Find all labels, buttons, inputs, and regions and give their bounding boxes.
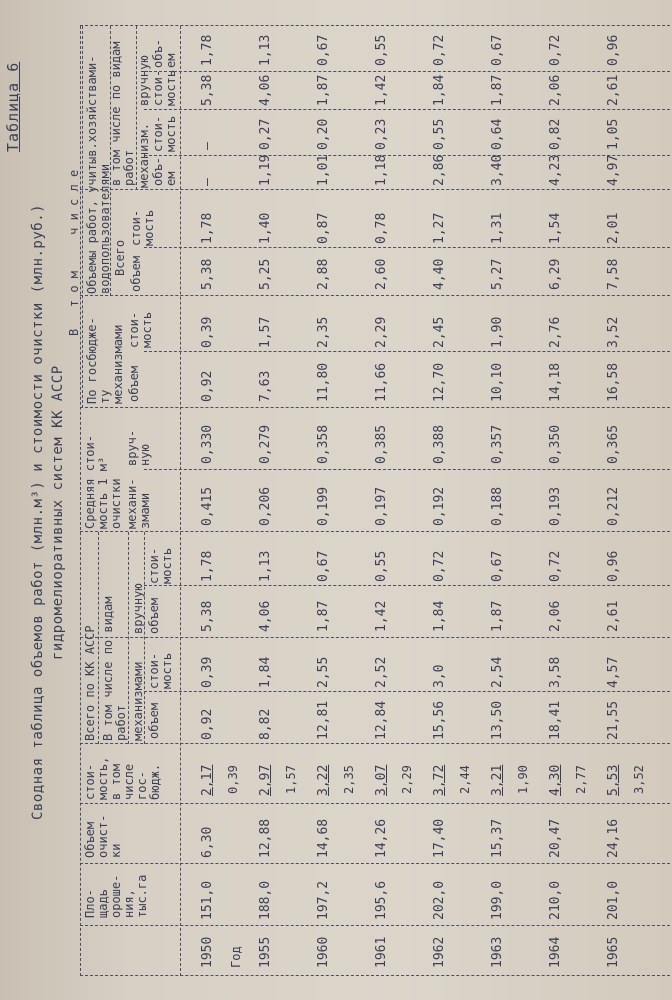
cell-wmv: 3,40 <box>490 154 505 186</box>
cell-tc: 1,27 <box>432 212 447 244</box>
cell-mc: 4,57 <box>606 656 621 688</box>
cell-wmv: 4,97 <box>606 154 621 186</box>
cell-wmc: 0,55 <box>432 118 447 150</box>
subcolumn-divider <box>144 469 670 470</box>
cell-wmc: 0,82 <box>548 118 563 150</box>
cell-hc: 1,78 <box>200 550 215 582</box>
header-total-kk: Всего по КК АССР <box>83 625 97 741</box>
header-mech-cost: стои- мость <box>147 652 174 689</box>
cell-ah: 0,330 <box>200 424 215 464</box>
cell-area: 195,6 <box>374 880 389 920</box>
cell-hv: 1,42 <box>374 600 389 632</box>
cell-year: 1955 <box>258 936 273 968</box>
cell-budget: 2,29 <box>400 765 414 794</box>
cell-tc: 2,01 <box>606 212 621 244</box>
cell-year: 1960 <box>316 936 331 968</box>
cell-hv: 2,06 <box>548 600 563 632</box>
cell-tc: 1,40 <box>258 212 273 244</box>
cell-year: 1961 <box>374 936 389 968</box>
header-cost: стои- мость, в том числе гос- бюдж. <box>83 756 162 800</box>
cell-whc: 1,13 <box>258 34 273 66</box>
cell-whc: 0,72 <box>432 34 447 66</box>
subcolumn-divider <box>144 691 670 692</box>
column-divider <box>80 531 670 532</box>
column-divider <box>80 743 670 744</box>
cell-year: 1962 <box>432 936 447 968</box>
cell-ah: 0,358 <box>316 424 331 464</box>
cell-volume: 17,40 <box>432 818 447 858</box>
cell-tv: 5,27 <box>490 258 505 290</box>
cell-wmv: 1,19 <box>258 154 273 186</box>
column-divider <box>80 803 670 804</box>
cell-whv: 2,61 <box>606 74 621 106</box>
cell-budget: 3,52 <box>632 765 646 794</box>
cell-tc: 1,31 <box>490 212 505 244</box>
cell-area: 151,0 <box>200 880 215 920</box>
cell-ah: 0,350 <box>548 424 563 464</box>
cell-budget: 2,44 <box>458 765 472 794</box>
cell-hv: 2,61 <box>606 600 621 632</box>
cell-ah: 0,388 <box>432 424 447 464</box>
cell-wmv: – <box>200 178 215 186</box>
cell-sv: 11,66 <box>374 362 389 402</box>
header-wu-total-volume: объем <box>129 255 143 292</box>
cell-hc: 0,67 <box>490 550 505 582</box>
cell-cost: 2,17 <box>200 764 215 796</box>
cell-sc: 0,39 <box>200 316 215 348</box>
cell-volume: 6,30 <box>200 826 215 858</box>
cell-budget: 2,77 <box>574 765 588 794</box>
cell-ah: 0,357 <box>490 424 505 464</box>
cell-mc: 2,55 <box>316 656 331 688</box>
cell-mv: 15,56 <box>432 700 447 740</box>
cell-cost: 3,21 <box>490 764 505 796</box>
cell-tc: 0,78 <box>374 212 389 244</box>
cell-area: 201,0 <box>606 880 621 920</box>
cell-mv: 18,41 <box>548 700 563 740</box>
cell-hc: 0,55 <box>374 550 389 582</box>
cell-sc: 1,57 <box>258 316 273 348</box>
header-manual-volume: объем <box>147 597 161 634</box>
cell-hv: 1,84 <box>432 600 447 632</box>
cell-cost: 5,53 <box>606 764 621 796</box>
cell-sc: 3,52 <box>606 316 621 348</box>
cell-whc: 0,55 <box>374 34 389 66</box>
cell-wmc: 0,23 <box>374 118 389 150</box>
subcolumn-divider <box>144 71 670 72</box>
header-state-mech: механизмами <box>111 324 125 404</box>
header-year: Год <box>229 946 243 968</box>
cell-mc: 3,0 <box>432 664 447 688</box>
cell-wmc: 0,20 <box>316 118 331 150</box>
cell-cost: 3,07 <box>374 764 389 796</box>
summary-table <box>67 26 670 976</box>
header-wu-total-cost: стои- мость <box>129 209 156 246</box>
cell-wmc: 1,05 <box>606 118 621 150</box>
cell-hc: 0,72 <box>432 550 447 582</box>
cell-hv: 5,38 <box>200 600 215 632</box>
cell-am: 0,415 <box>200 486 215 526</box>
cell-tc: 0,87 <box>316 212 331 244</box>
cell-tv: 2,60 <box>374 258 389 290</box>
header-divider <box>136 26 137 190</box>
column-divider <box>80 295 670 296</box>
cell-mc: 3,58 <box>548 656 563 688</box>
cell-mc: 2,54 <box>490 656 505 688</box>
cell-mc: 0,39 <box>200 656 215 688</box>
cell-sc: 2,35 <box>316 316 331 348</box>
cell-volume: 14,68 <box>316 818 331 858</box>
subcolumn-divider <box>144 247 670 248</box>
cell-mv: 0,92 <box>200 708 215 740</box>
cell-wmv: 1,18 <box>374 154 389 186</box>
cell-whv: 4,06 <box>258 74 273 106</box>
cell-sc: 2,76 <box>548 316 563 348</box>
cell-am: 0,188 <box>490 486 505 526</box>
cell-tv: 5,25 <box>258 258 273 290</box>
cell-am: 0,199 <box>316 486 331 526</box>
column-divider <box>80 637 670 638</box>
header-state-volume: объем <box>127 365 141 402</box>
header-wu-mech-volume: объ- ем <box>151 157 178 186</box>
cell-year: 1963 <box>490 936 505 968</box>
cell-year: 1950 <box>200 936 215 968</box>
cell-whv: 2,06 <box>548 74 563 106</box>
cell-tc: 1,54 <box>548 212 563 244</box>
cell-area: 197,2 <box>316 880 331 920</box>
cell-volume: 14,26 <box>374 818 389 858</box>
cell-sv: 12,70 <box>432 362 447 402</box>
cell-budget: 2,35 <box>342 765 356 794</box>
cell-hc: 0,72 <box>548 550 563 582</box>
cell-whc: 0,96 <box>606 34 621 66</box>
cell-wmc: 0,64 <box>490 118 505 150</box>
header-wu-by-kind: в том числе по видам работ <box>109 41 136 186</box>
cell-sv: 7,63 <box>258 370 273 402</box>
header-avg-mech: механи- змами <box>125 478 152 529</box>
column-divider <box>80 975 670 976</box>
cell-hv: 1,87 <box>316 600 331 632</box>
cell-area: 202,0 <box>432 880 447 920</box>
cell-sv: 10,10 <box>490 362 505 402</box>
cell-volume: 24,16 <box>606 818 621 858</box>
cell-year: 1964 <box>548 936 563 968</box>
cell-mc: 2,52 <box>374 656 389 688</box>
cell-mv: 13,50 <box>490 700 505 740</box>
header-manual-cost: стои- мость <box>147 547 174 584</box>
cell-wmv: 2,86 <box>432 154 447 186</box>
cell-area: 199,0 <box>490 880 505 920</box>
cell-year: 1965 <box>606 936 621 968</box>
cell-cost: 4,30 <box>548 764 563 796</box>
header-divider <box>98 532 99 744</box>
header-mech: механизмами <box>131 661 145 741</box>
cell-volume: 15,37 <box>490 818 505 858</box>
cell-ah: 0,385 <box>374 424 389 464</box>
header-avg-cost: Средняя стои- мость 1 м³ очистки <box>83 435 123 529</box>
header-divider <box>144 532 145 744</box>
column-divider <box>80 407 670 408</box>
header-in-that: В т о м ч и с л е <box>67 169 81 336</box>
cell-wmv: 4,23 <box>548 154 563 186</box>
cell-area: 188,0 <box>258 880 273 920</box>
cell-mv: 8,82 <box>258 708 273 740</box>
cell-whc: 0,67 <box>316 34 331 66</box>
cell-budget: 1,90 <box>516 765 530 794</box>
header-water-users: Объемы работ, учитыв.хозяйствами- водопользователями <box>85 55 112 294</box>
cell-whc: 0,72 <box>548 34 563 66</box>
cell-budget: 1,57 <box>284 765 298 794</box>
cell-mv: 21,55 <box>606 700 621 740</box>
header-wu-total: Всего <box>113 239 127 276</box>
cell-hv: 1,87 <box>490 600 505 632</box>
cell-sv: 0,92 <box>200 370 215 402</box>
cell-cost: 3,22 <box>316 764 331 796</box>
cell-mv: 12,84 <box>374 700 389 740</box>
header-area: Пло- щадь ороше- ния, тыс.га <box>83 874 149 918</box>
cell-wmv: 1,01 <box>316 154 331 186</box>
cell-am: 0,193 <box>548 486 563 526</box>
subcolumn-divider <box>144 109 670 110</box>
subcolumn-divider <box>144 585 670 586</box>
column-divider <box>80 925 670 926</box>
cell-hc: 0,96 <box>606 550 621 582</box>
header-mech-volume: объем <box>147 702 161 739</box>
cell-sc: 2,29 <box>374 316 389 348</box>
cell-volume: 20,47 <box>548 818 563 858</box>
header-wu-manual: вручную <box>137 55 151 106</box>
cell-am: 0,192 <box>432 486 447 526</box>
cell-cost: 3,72 <box>432 764 447 796</box>
table-title-line-1: Сводная таблица объемов работ (млн.м³) и стоимости очистки (млн.руб.) <box>30 203 46 820</box>
header-wu-mech: механизм. <box>137 122 151 188</box>
cell-budget: 0,39 <box>226 765 240 794</box>
cell-hc: 1,13 <box>258 550 273 582</box>
table-title-line-2: гидромелиоративных систем КК АССР <box>50 365 66 660</box>
cell-sc: 1,90 <box>490 316 505 348</box>
cell-am: 0,206 <box>258 486 273 526</box>
cell-whc: 0,67 <box>490 34 505 66</box>
header-divider <box>128 532 129 744</box>
header-by-type: В том числе по видам работ <box>101 596 128 741</box>
header-avg-manual: вруч- ную <box>125 429 152 466</box>
cell-whv: 1,87 <box>490 74 505 106</box>
cell-wmc: 0,27 <box>258 118 273 150</box>
cell-ah: 0,365 <box>606 424 621 464</box>
header-wu-manual-cost: стои- мость <box>151 69 178 106</box>
header-wu-manual-volume: объ- ем <box>151 39 178 68</box>
column-divider <box>80 863 670 864</box>
cell-cost: 2,97 <box>258 764 273 796</box>
column-divider <box>80 25 670 26</box>
header-divider <box>82 26 83 408</box>
cell-whv: 1,87 <box>316 74 331 106</box>
cell-area: 210,0 <box>548 880 563 920</box>
cell-hc: 0,67 <box>316 550 331 582</box>
cell-hv: 4,06 <box>258 600 273 632</box>
subcolumn-divider <box>144 351 670 352</box>
cell-mv: 12,81 <box>316 700 331 740</box>
header-state-cost: стои- мость <box>127 311 154 348</box>
cell-sv: 11,80 <box>316 362 331 402</box>
cell-whv: 1,84 <box>432 74 447 106</box>
cell-tv: 7,58 <box>606 258 621 290</box>
table-number: Таблица 6 <box>4 61 22 152</box>
cell-tc: 1,78 <box>200 212 215 244</box>
cell-volume: 12,88 <box>258 818 273 858</box>
cell-tv: 2,88 <box>316 258 331 290</box>
cell-sv: 14,18 <box>548 362 563 402</box>
header-volume: Объем очист- ки <box>83 814 123 858</box>
table-top-border <box>80 26 81 976</box>
header-divider <box>110 26 111 296</box>
cell-sc: 2,45 <box>432 316 447 348</box>
header-wu-mech-cost: стои- мость <box>151 115 178 152</box>
cell-whc: 1,78 <box>200 34 215 66</box>
cell-am: 0,197 <box>374 486 389 526</box>
subcolumn-divider <box>144 155 670 156</box>
header-state-budget: По госбюдже- ту <box>85 317 112 404</box>
cell-ah: 0,279 <box>258 424 273 464</box>
cell-whv: 5,38 <box>200 74 215 106</box>
column-divider <box>80 189 670 190</box>
cell-tv: 6,29 <box>548 258 563 290</box>
header-bottom-border <box>180 26 181 976</box>
cell-whv: 1,42 <box>374 74 389 106</box>
cell-mc: 1,84 <box>258 656 273 688</box>
cell-tv: 5,38 <box>200 258 215 290</box>
cell-tv: 4,40 <box>432 258 447 290</box>
cell-wmc: – <box>200 142 215 150</box>
cell-sv: 16,58 <box>606 362 621 402</box>
header-manual: вручную <box>131 583 145 634</box>
cell-am: 0,212 <box>606 486 621 526</box>
